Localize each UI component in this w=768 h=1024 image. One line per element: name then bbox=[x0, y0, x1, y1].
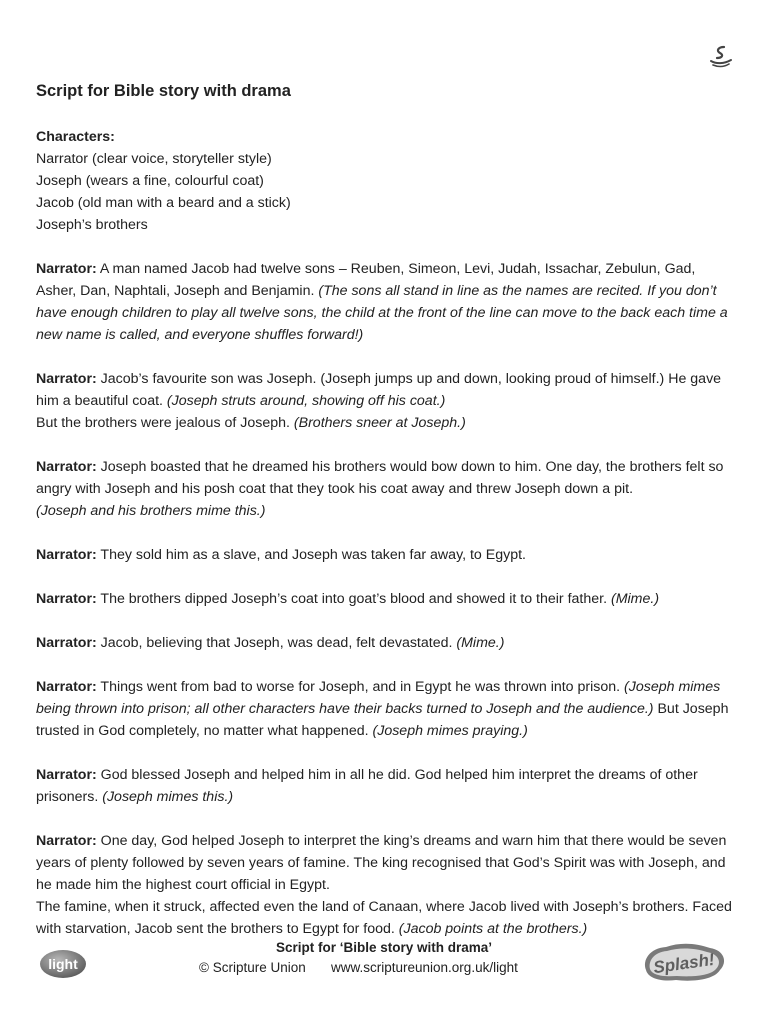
characters-section bbox=[36, 126, 734, 236]
footer-title: Script for ‘Bible story with drama’ bbox=[275, 940, 493, 955]
speaker-label: Narrator: bbox=[36, 261, 97, 277]
narration-paragraph bbox=[36, 764, 734, 808]
character-item: Joseph’s brothers bbox=[36, 217, 148, 233]
narration-text: Things went from bad to worse for Joseph, and in Egypt he was thrown into prison. bbox=[96, 679, 625, 695]
narration-paragraph bbox=[36, 632, 734, 654]
narration-text: Joseph boasted that he dreamed his brothers would bow down to him. One day, the brothers felt so angry with Joseph and his posh coat that they took his coat away and threw Joseph down a pit. bbox=[36, 459, 724, 497]
stage-direction: (Joseph struts around, showing off his coat.) bbox=[166, 393, 446, 409]
footer-url: www.scriptureunion.org.uk/light bbox=[331, 960, 518, 975]
narration-paragraph bbox=[36, 830, 734, 940]
svg-text:light: light bbox=[48, 956, 78, 972]
narration-text: Jacob, believing that Joseph, was dead, felt devastated. bbox=[96, 635, 457, 651]
stage-direction: (Joseph mimes being thrown into prison; all other characters have their backs turned to Joseph and the audience.) bbox=[36, 679, 721, 717]
script-document bbox=[36, 80, 734, 940]
narration-paragraph bbox=[36, 588, 734, 610]
narration-text: Jacob’s favourite son was Joseph. (Joseph jumps up and down, looking proud of himself.) He gave him a beautiful coat. bbox=[36, 371, 722, 409]
stage-direction: (Brothers sneer at Joseph.) bbox=[293, 415, 466, 431]
stage-direction: (Jacob points at the brothers.) bbox=[398, 921, 588, 937]
narration-text: The famine, when it struck, affected even the land of Canaan, where Jacob lived with Joseph’s brothers. Faced with starvation, Jacob sent the brothers to Egypt for food. bbox=[36, 899, 732, 937]
characters-heading: Characters: bbox=[36, 129, 115, 145]
svg-text:Splash!: Splash! bbox=[652, 949, 716, 978]
speaker-label: Narrator: bbox=[36, 459, 97, 475]
narration-paragraph bbox=[36, 368, 734, 434]
narration-text: One day, God helped Joseph to interpret the king’s dreams and warn him that there would be seven years of plenty followed by seven years of famine. The king recognised that God’s Spirit was with Joseph, and he made him the highest court official in Egypt. bbox=[36, 833, 727, 893]
stage-direction: (Joseph mimes this.) bbox=[102, 789, 234, 805]
character-item: Joseph (wears a fine, colourful coat) bbox=[36, 173, 264, 189]
narration-text: But the brothers were jealous of Joseph. bbox=[36, 415, 294, 431]
narration-text: God blessed Joseph and helped him in all he did. God helped him interpret the dreams of other prisoners. bbox=[36, 767, 698, 805]
stage-direction: (Joseph and his brothers mime this.) bbox=[36, 503, 266, 519]
character-item: Jacob (old man with a beard and a stick) bbox=[36, 195, 291, 211]
speaker-label: Narrator: bbox=[36, 833, 97, 849]
speaker-label: Narrator: bbox=[36, 591, 97, 607]
speaker-label: Narrator: bbox=[36, 371, 97, 387]
narration-paragraph bbox=[36, 676, 734, 742]
speaker-label: Narrator: bbox=[36, 547, 97, 563]
narration-text: The brothers dipped Joseph’s coat into goat’s blood and showed it to their father. bbox=[96, 591, 611, 607]
stage-direction: (Joseph mimes praying.) bbox=[372, 723, 528, 739]
speaker-label: Narrator: bbox=[36, 767, 97, 783]
scripture-union-logo-icon bbox=[708, 44, 734, 68]
narration-paragraph bbox=[36, 544, 734, 566]
stage-direction: (The sons all stand in line as the names are recited. If you don’t have enough children to play all twelve sons, the child at the front of the line can move to the back each time a new name is called, and everyone shuffles forward!) bbox=[36, 283, 728, 343]
narration-text: They sold him as a slave, and Joseph was taken far away, to Egypt. bbox=[96, 547, 526, 563]
stage-direction: (Mime.) bbox=[610, 591, 660, 607]
splash-logo-icon bbox=[640, 940, 728, 984]
speaker-label: Narrator: bbox=[36, 635, 97, 651]
character-item: Narrator (clear voice, storyteller style) bbox=[36, 151, 272, 167]
narration-paragraph bbox=[36, 456, 734, 522]
speaker-label: Narrator: bbox=[36, 679, 97, 695]
narration-text: A man named Jacob had twelve sons – Reuben, Simeon, Levi, Judah, Issachar, Zebulun, Gad, Asher, Dan, Naphtali, Joseph and Benjamin. bbox=[36, 261, 696, 299]
narration-paragraph bbox=[36, 258, 734, 346]
page-title: Script for Bible story with drama bbox=[36, 82, 291, 100]
footer-copyright: © Scripture Union bbox=[199, 960, 306, 975]
narration-text: But Joseph trusted in God completely, no matter what happened. bbox=[36, 701, 729, 739]
stage-direction: (Mime.) bbox=[456, 635, 505, 651]
